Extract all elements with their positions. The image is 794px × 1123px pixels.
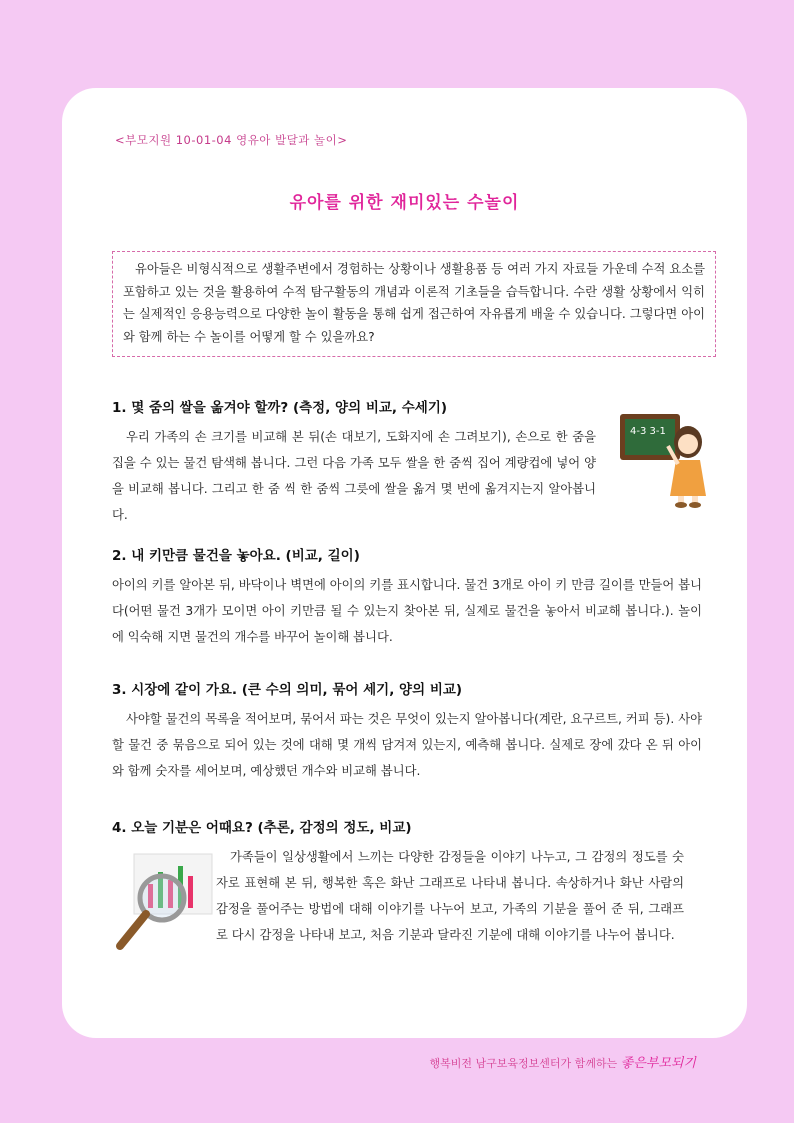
- section-body: 가족들이 일상생활에서 느끼는 다양한 감정들을 이야기 나누고, 그 감정의 정도를 숫자로 표현해 본 뒤, 행복한 혹은 화난 그래프로 나타내 봅니다. 속상하거나 화난 사람의 감정을 풀어주는 방법에 대해 이야기를 나누어 보고, 가족의 기분을 풀어 준 뒤, 그래프로 다시 감정을 나타내 보고, 처음 기분과 달라진 기분에 대해 이야기를 나누어 봅니다.: [216, 850, 684, 942]
- footer-brand: 좋은부모되기: [620, 1056, 696, 1071]
- section-title: 4. 오늘 기분은 어때요? (추론, 감정의 정도, 비교): [112, 820, 412, 836]
- footer: [430, 1052, 697, 1071]
- footer-prefix: 행복비전 남구보육정보센터가 함께하는: [429, 1057, 618, 1070]
- chalkboard-text: 4-3 3-1: [630, 426, 666, 437]
- page-title: 유아를 위한 재미있는 수놀이: [289, 193, 520, 213]
- section-body: 아이의 키를 알아본 뒤, 바닥이나 벽면에 아이의 키를 표시합니다. 물건 3개로 아이 키 만큼 길이를 만들어 봅니다(어떤 물건 3개가 모이면 아이 키만큼 될 수 있는지 찾아본 뒤, 실제로 물건을 놓아서 비교해 봅니다.). 놀이에 익숙해 지면 물건의 개수를 바꾸어 놀이해 봅니다.: [112, 578, 702, 644]
- intro-box: [112, 251, 716, 357]
- girl-dress-icon: [670, 460, 706, 496]
- section-title: 1. 몇 줌의 쌀을 옮겨야 할까? (측정, 양의 비교, 수세기): [112, 400, 448, 416]
- section-feelings: [112, 816, 702, 948]
- page-card: [62, 88, 747, 1038]
- section-body: 우리 가족의 손 크기를 비교해 본 뒤(손 대보기, 도화지에 손 그려보기), 손으로 한 줌을 집을 수 있는 물건 탐색해 봅니다. 그런 다음 가족 모두 쌀을 한 줌씩 집어 계량컵에 넣어 양을 비교해 봅니다. 그리고 한 줌 씩 한 줌씩 그릇에 쌀을 옮겨 몇 번에 옮겨지는지 알아봅니다.: [112, 430, 596, 522]
- section-title: 3. 시장에 같이 가요. (큰 수의 의미, 묶어 세기, 양의 비교): [112, 682, 463, 698]
- girl-chalkboard-illustration: [602, 408, 712, 508]
- document-reference: <부모지원 10-01-04 영유아 발달과 놀이>: [115, 133, 348, 147]
- section-market: [112, 678, 702, 784]
- section-height-compare: [112, 544, 702, 650]
- intro-text: 유아들은 비형식적으로 생활주변에서 경험하는 상황이나 생활용품 등 여러 가지 자료들 가운데 수적 요소를 포함하고 있는 것을 활용하여 수적 탐구활동의 개념과 이론적 기초들을 습득합니다. 수란 생활 상황에서 익히는 실제적인 응용능력으로 다양한 놀이 활동을 통해 쉽게 접근하여 자유롭게 배울 수 있습니다. 그렇다면 아이와 함께 하는 수 놀이를 어떻게 할 수 있을까요?: [123, 262, 705, 344]
- section-title: 2. 내 키만큼 물건을 놓아요. (비교, 길이): [112, 548, 360, 564]
- girl-face-icon: [678, 434, 698, 454]
- section-body: 사야할 물건의 목록을 적어보며, 묶어서 파는 것은 무엇이 있는지 알아봅니다(계란, 요구르트, 커피 등). 사야할 물건 중 묶음으로 되어 있는 것에 대해 몇 개씩 담겨져 있는지, 예측해 봅니다. 실제로 장에 갔다 온 뒤 아이와 함께 숫자를 세어보며, 예상했던 개수와 비교해 봅니다.: [112, 712, 702, 778]
- chalkboard-icon: [625, 419, 675, 455]
